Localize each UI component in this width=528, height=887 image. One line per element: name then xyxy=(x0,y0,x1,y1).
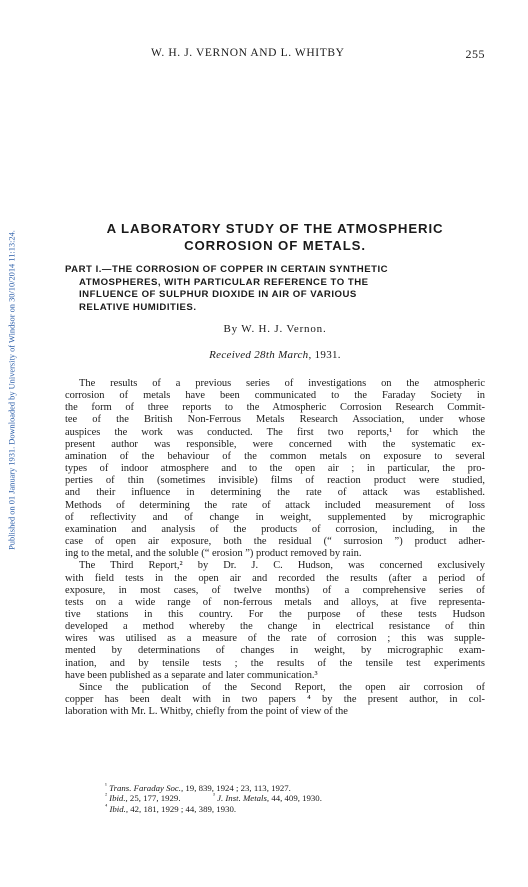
paragraph xyxy=(65,560,485,682)
running-head-authors: W. H. J. VERNON AND L. WHITBY xyxy=(151,47,345,59)
paragraph xyxy=(65,378,485,560)
footnote: $^{^1}$ Trans. Faraday Soc., 19, 839, 1924 ; 23, 113, 1927. xyxy=(105,782,291,793)
paragraph-line: and their influence in determining the rate of attack was established. xyxy=(65,487,485,499)
paragraph-line: tee of the British Non-Ferrous Metals Research Association, under whose xyxy=(65,414,485,426)
paragraph-line: tests on a wide range of non-ferrous metals and alloys, at five representa- xyxy=(65,596,485,608)
paragraph-line: Methods of determining the rate of attack included measurement of loss xyxy=(65,499,485,511)
received-date-year: 1931. xyxy=(314,349,341,361)
paragraph-line: developed a method whereby the change in electrical resistance of thin xyxy=(65,621,485,633)
part-heading-line: PART I.—THE CORROSION OF COPPER IN CERTAIN SYNTHETIC xyxy=(65,264,389,275)
byline: By W. H. J. Vernon. xyxy=(223,323,327,335)
paragraph-line: ination, and by tensile tests ; the results of the tensile test experiments xyxy=(65,657,485,669)
article-body xyxy=(65,378,485,718)
title-line-2: CORROSION OF METALS. xyxy=(184,238,366,253)
paragraph-line: amination of the behaviour of the common metals on exposure to several xyxy=(65,450,485,462)
paragraph-line: have been published as a separate and later communication.³ xyxy=(65,669,318,681)
paragraph-line: The results of a previous series of investigations on the atmospheric xyxy=(79,378,485,389)
paragraph-line: with field tests in the open air and recorded the results (after a period of xyxy=(65,572,485,584)
footnote-source: Ibid., xyxy=(109,803,129,814)
download-watermark xyxy=(6,110,18,670)
page-number: 255 xyxy=(465,47,485,61)
part-heading-line: INFLUENCE OF SULPHUR DIOXIDE IN AIR OF VARIOUS xyxy=(79,289,357,301)
footnotes xyxy=(65,783,485,814)
paragraph-line: mented by determinations of changes in weight, by micrographic exam- xyxy=(65,645,485,657)
article-title xyxy=(65,220,485,254)
paragraph-line: case of open air exposure, both the residual (“ surrosion ”) product adher- xyxy=(65,536,485,548)
paragraph-line: tive stations in this country. For the purpose of these tests Hudson xyxy=(65,608,485,620)
paragraph-line: exposure, in most cases, of twelve months) of a comprehensive series of xyxy=(65,584,485,596)
footnote-source: Ibid., xyxy=(109,793,128,804)
received-date xyxy=(65,349,485,361)
paragraph-line: perties of thin (sometimes invisible) films of reaction product were studied, xyxy=(65,475,485,487)
part-heading xyxy=(65,264,485,314)
paragraph-line: types of indoor atmosphere and to the open air ; in particular, the pro- xyxy=(65,463,485,475)
footnote-source: Trans. Faraday Soc., xyxy=(109,783,184,793)
paragraph-line: ing to the metal, and the soluble (“ erosion ”) product removed by rain. xyxy=(65,548,362,560)
footnote: $^{^2}$ Ibid., 25, 177, 1929. $^{^3}$ J. Inst. Metals, 44, 409, 1930. xyxy=(105,792,322,804)
part-heading-line: ATMOSPHERES, WITH PARTICULAR REFERENCE TO THE xyxy=(79,276,369,288)
paragraph-line: of reflectivity and of change in weight, supplemented by micrographic xyxy=(65,511,485,523)
paragraph-line: present author was responsible, were concerned with the systematic ex- xyxy=(65,438,485,450)
paragraph-line: corrosion of metals have been communicated to the Faraday Society in xyxy=(65,390,485,402)
paragraph-line: wires was utilised as a measure of the rate of corrosion ; this was supple- xyxy=(65,633,485,645)
download-watermark-text: Published on 01 January 1931. Downloaded by University of Windsor on 30/10/2014 11:13:24. xyxy=(7,230,17,550)
paragraph-line: laboration with Mr. L. Whitby, chiefly from the point of view of the xyxy=(65,706,348,718)
footnote: $^{^4}$ Ibid., 42, 181, 1929 ; 44, 389, 1930. xyxy=(105,802,237,814)
footnote-source: J. Inst. Metals, xyxy=(217,793,270,804)
running-head xyxy=(65,47,485,63)
paragraph-line: auspices the work was conducted. The first two reports,¹ for which the xyxy=(65,426,485,438)
received-date-label: Received 28th March, xyxy=(209,349,312,361)
title-line-1: A LABORATORY STUDY OF THE ATMOSPHERIC xyxy=(106,221,444,236)
paragraph-line: copper has been dealt with in two papers ⁴ by the present author, in col- xyxy=(65,694,485,706)
part-heading-line: RELATIVE HUMIDITIES. xyxy=(79,301,197,313)
paragraph-line: the form of three reports to the Atmospheric Corrosion Research Commit- xyxy=(65,402,485,414)
paragraph xyxy=(65,682,485,718)
paragraph-line: examination and analysis of the products of corrosion, including, in the xyxy=(65,523,485,535)
paragraph-line: Since the publication of the Second Report, the open air corrosion of xyxy=(79,681,485,693)
paragraph-line: The Third Report,² by Dr. J. C. Hudson, was concerned exclusively xyxy=(79,560,485,572)
